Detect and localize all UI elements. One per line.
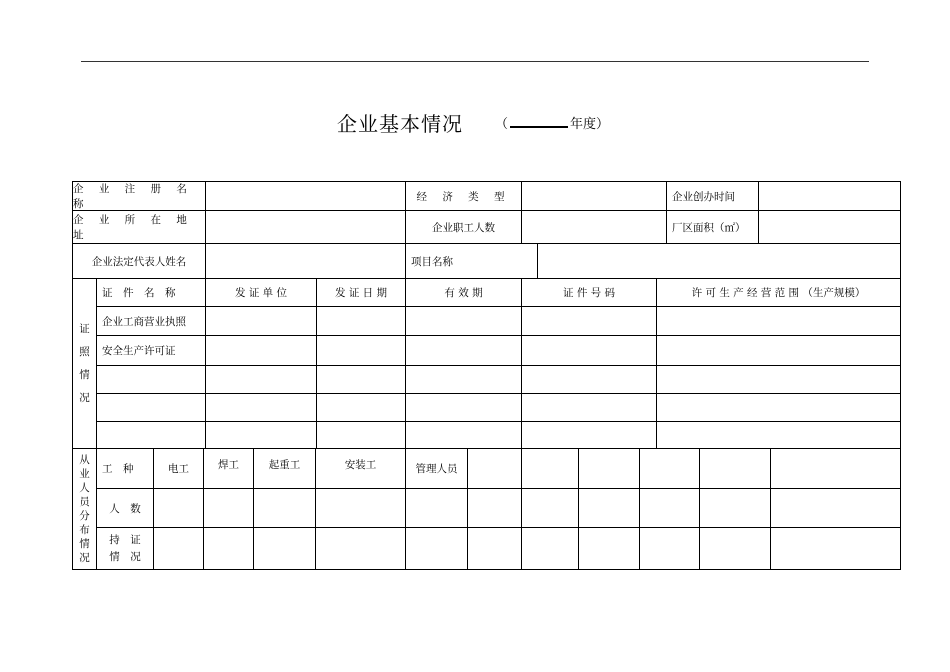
year-open: （ bbox=[495, 117, 509, 132]
cert-cell[interactable] bbox=[206, 336, 317, 366]
staff-type-crane: 起重工 bbox=[254, 449, 316, 489]
value-employee-count[interactable] bbox=[522, 211, 667, 244]
label-company-name: 企 业 注 册 名 称 bbox=[73, 182, 206, 211]
staff-cell[interactable] bbox=[579, 489, 640, 528]
staff-cell[interactable] bbox=[154, 489, 204, 528]
cert-cell[interactable] bbox=[317, 422, 406, 449]
year-field bbox=[495, 113, 609, 132]
label-plant-area: 厂区面积（㎡） bbox=[667, 211, 759, 244]
cert-row-name[interactable] bbox=[97, 422, 206, 449]
staff-cell[interactable] bbox=[640, 449, 700, 489]
staff-type-electrician: 电工 bbox=[154, 449, 204, 489]
staff-cell[interactable] bbox=[579, 528, 640, 569]
label-company-address: 企 业 所 在 地 址 bbox=[73, 211, 206, 244]
year-blank[interactable] bbox=[510, 114, 568, 128]
staff-cell[interactable] bbox=[254, 528, 316, 569]
staff-cell[interactable] bbox=[204, 489, 254, 528]
cert-row-name: 安全生产许可证 bbox=[97, 336, 206, 366]
staff-label-char: 分 bbox=[79, 510, 90, 522]
company-info-form bbox=[72, 181, 901, 570]
staff-certified-label-line2: 情 况 bbox=[109, 550, 141, 563]
staff-cell[interactable] bbox=[254, 489, 316, 528]
staff-cell[interactable] bbox=[522, 489, 579, 528]
cert-cell[interactable] bbox=[406, 422, 522, 449]
staff-label-char: 人 bbox=[79, 482, 90, 494]
cert-cell[interactable] bbox=[522, 336, 657, 366]
label-legal-representative: 企业法定代表人姓名 bbox=[73, 244, 206, 279]
label-economic-type: 经 济 类 型 bbox=[406, 182, 522, 211]
value-plant-area[interactable] bbox=[759, 211, 900, 244]
staff-certified-label-line1: 持 证 bbox=[109, 533, 141, 546]
cert-cell[interactable] bbox=[406, 307, 522, 336]
staff-label-char: 员 bbox=[79, 496, 90, 508]
staff-label-char: 业 bbox=[79, 468, 90, 480]
staff-label-char: 布 bbox=[79, 524, 90, 536]
cert-label-char: 情 bbox=[79, 368, 90, 381]
cert-cell[interactable] bbox=[406, 366, 522, 394]
staff-cell[interactable] bbox=[700, 489, 771, 528]
staff-type-label: 工 种 bbox=[97, 449, 154, 489]
cert-cell[interactable] bbox=[657, 307, 900, 336]
staff-label-char: 从 bbox=[79, 454, 90, 466]
cert-label-char: 证 bbox=[79, 322, 90, 335]
label-project-name: 项目名称 bbox=[406, 244, 538, 279]
cert-label-char: 况 bbox=[79, 391, 90, 404]
staff-cell[interactable] bbox=[522, 449, 579, 489]
cert-cell[interactable] bbox=[657, 336, 900, 366]
value-company-address[interactable] bbox=[206, 211, 406, 244]
staff-cell[interactable] bbox=[468, 489, 522, 528]
staff-cell[interactable] bbox=[406, 528, 468, 569]
cert-cell[interactable] bbox=[657, 366, 900, 394]
cert-cell[interactable] bbox=[522, 394, 657, 422]
label-employee-count: 企业职工人数 bbox=[406, 211, 522, 244]
staff-cell[interactable] bbox=[771, 449, 900, 489]
staff-cell[interactable] bbox=[468, 528, 522, 569]
staff-count-label: 人 数 bbox=[97, 489, 154, 528]
cert-cell[interactable] bbox=[522, 307, 657, 336]
cert-cell[interactable] bbox=[206, 307, 317, 336]
value-economic-type[interactable] bbox=[522, 182, 667, 211]
cert-header-validity: 有 效 期 bbox=[406, 279, 522, 307]
cert-cell[interactable] bbox=[317, 366, 406, 394]
label-founded-time: 企业创办时间 bbox=[667, 182, 759, 211]
cert-cell[interactable] bbox=[406, 336, 522, 366]
staff-cell[interactable] bbox=[522, 528, 579, 569]
staff-cell[interactable] bbox=[771, 489, 900, 528]
staff-label-char: 况 bbox=[79, 552, 90, 564]
cert-header-number: 证 件 号 码 bbox=[522, 279, 657, 307]
cert-cell[interactable] bbox=[317, 394, 406, 422]
cert-label-char: 照 bbox=[79, 345, 90, 358]
cert-cell[interactable] bbox=[657, 422, 900, 449]
cert-cell[interactable] bbox=[317, 336, 406, 366]
cert-section-label bbox=[73, 279, 97, 449]
value-founded-time[interactable] bbox=[759, 182, 900, 211]
staff-type-manager: 管理人员 bbox=[406, 449, 468, 489]
staff-cell[interactable] bbox=[316, 528, 406, 569]
value-project-name[interactable] bbox=[538, 244, 900, 279]
cert-cell[interactable] bbox=[522, 422, 657, 449]
cert-header-scope: 许 可 生 产 经 营 范 围 （生产规模） bbox=[657, 279, 900, 307]
cert-cell[interactable] bbox=[206, 422, 317, 449]
staff-cell[interactable] bbox=[700, 528, 771, 569]
staff-cell[interactable] bbox=[406, 489, 468, 528]
title-row bbox=[0, 106, 950, 136]
cert-header-name: 证 件 名 称 bbox=[97, 279, 206, 307]
cert-cell[interactable] bbox=[317, 307, 406, 336]
cert-header-issue-date: 发 证 日 期 bbox=[317, 279, 406, 307]
cert-cell[interactable] bbox=[206, 394, 317, 422]
staff-cell[interactable] bbox=[700, 449, 771, 489]
staff-cell[interactable] bbox=[468, 449, 522, 489]
staff-cell[interactable] bbox=[204, 528, 254, 569]
staff-label-char: 情 bbox=[79, 538, 90, 550]
staff-cell[interactable] bbox=[579, 449, 640, 489]
cert-cell[interactable] bbox=[522, 366, 657, 394]
staff-cell[interactable] bbox=[640, 528, 700, 569]
page-title: 企业基本情况 bbox=[337, 112, 463, 136]
cert-cell[interactable] bbox=[406, 394, 522, 422]
cert-row-name[interactable] bbox=[97, 366, 206, 394]
cert-cell[interactable] bbox=[206, 366, 317, 394]
value-company-name[interactable] bbox=[206, 182, 406, 211]
staff-cell[interactable] bbox=[640, 489, 700, 528]
cert-header-issuer: 发 证 单 位 bbox=[206, 279, 317, 307]
staff-certified-label bbox=[97, 528, 154, 569]
staff-type-welder: 焊工 bbox=[204, 449, 254, 489]
staff-section-label bbox=[73, 449, 97, 569]
staff-cell[interactable] bbox=[154, 528, 204, 569]
cert-cell[interactable] bbox=[657, 394, 900, 422]
staff-cell[interactable] bbox=[771, 528, 900, 569]
cert-row-name[interactable] bbox=[97, 394, 206, 422]
year-suffix: 年度） bbox=[570, 117, 610, 132]
staff-cell[interactable] bbox=[316, 489, 406, 528]
top-rule bbox=[81, 61, 869, 62]
value-legal-representative[interactable] bbox=[206, 244, 406, 279]
staff-type-installer: 安装工 bbox=[316, 449, 406, 489]
cert-row-name: 企业工商营业执照 bbox=[97, 307, 206, 336]
